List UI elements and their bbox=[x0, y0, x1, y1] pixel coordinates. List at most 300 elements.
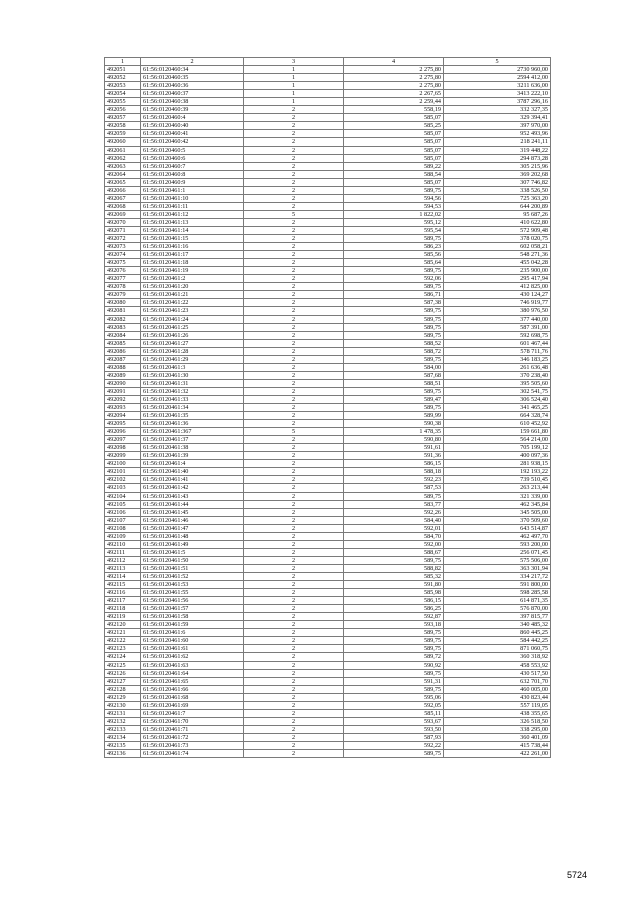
group-cell: 2 bbox=[244, 395, 344, 403]
row-number-cell: 492133 bbox=[105, 725, 141, 733]
row-number-cell: 492072 bbox=[105, 235, 141, 243]
value-cell: 369 202,68 bbox=[444, 170, 551, 178]
area-cell: 589,75 bbox=[344, 556, 444, 564]
table-row bbox=[105, 605, 551, 613]
cadastral-number-cell: 61:56:0120461:64 bbox=[141, 669, 244, 677]
area-cell: 585,07 bbox=[344, 154, 444, 162]
table-row bbox=[105, 235, 551, 243]
area-cell: 593,67 bbox=[344, 717, 444, 725]
table-row bbox=[105, 66, 551, 74]
group-cell: 2 bbox=[244, 629, 344, 637]
table-row bbox=[105, 218, 551, 226]
cadastral-number-cell: 61:56:0120461:30 bbox=[141, 371, 244, 379]
table-row bbox=[105, 106, 551, 114]
row-number-cell: 492106 bbox=[105, 508, 141, 516]
row-number-cell: 492056 bbox=[105, 106, 141, 114]
cadastral-number-cell: 61:56:0120461:4 bbox=[141, 460, 244, 468]
cadastral-number-cell: 61:56:0120461:16 bbox=[141, 243, 244, 251]
cadastral-number-cell: 61:56:0120460:40 bbox=[141, 122, 244, 130]
area-cell: 586,15 bbox=[344, 460, 444, 468]
value-cell: 360 401,09 bbox=[444, 733, 551, 741]
area-cell: 590,92 bbox=[344, 661, 444, 669]
table-row bbox=[105, 412, 551, 420]
area-cell: 585,98 bbox=[344, 589, 444, 597]
group-cell: 2 bbox=[244, 653, 344, 661]
value-cell: 377 440,00 bbox=[444, 315, 551, 323]
table-row bbox=[105, 733, 551, 741]
group-cell: 2 bbox=[244, 508, 344, 516]
value-cell: 438 355,65 bbox=[444, 709, 551, 717]
group-cell: 1 bbox=[244, 74, 344, 82]
table-row bbox=[105, 210, 551, 218]
area-cell: 584,70 bbox=[344, 532, 444, 540]
table-row bbox=[105, 331, 551, 339]
group-cell: 2 bbox=[244, 669, 344, 677]
row-number-cell: 492071 bbox=[105, 226, 141, 234]
value-cell: 305 215,96 bbox=[444, 162, 551, 170]
table-row bbox=[105, 709, 551, 717]
group-cell: 2 bbox=[244, 750, 344, 758]
row-number-cell: 492125 bbox=[105, 661, 141, 669]
group-cell: 2 bbox=[244, 540, 344, 548]
table-row bbox=[105, 379, 551, 387]
row-number-cell: 492060 bbox=[105, 138, 141, 146]
area-cell: 2 275,80 bbox=[344, 66, 444, 74]
cadastral-number-cell: 61:56:0120461:29 bbox=[141, 355, 244, 363]
value-cell: 281 938,15 bbox=[444, 460, 551, 468]
table-row bbox=[105, 162, 551, 170]
table-row bbox=[105, 476, 551, 484]
table-row bbox=[105, 589, 551, 597]
area-cell: 589,75 bbox=[344, 387, 444, 395]
value-cell: 319 448,22 bbox=[444, 146, 551, 154]
area-cell: 585,11 bbox=[344, 709, 444, 717]
value-cell: 397 815,77 bbox=[444, 613, 551, 621]
group-cell: 2 bbox=[244, 685, 344, 693]
area-cell: 589,75 bbox=[344, 355, 444, 363]
row-number-cell: 492096 bbox=[105, 428, 141, 436]
area-cell: 592,05 bbox=[344, 701, 444, 709]
group-cell: 2 bbox=[244, 476, 344, 484]
cadastral-number-cell: 61:56:0120461:32 bbox=[141, 387, 244, 395]
table-row bbox=[105, 122, 551, 130]
value-cell: 338 526,50 bbox=[444, 186, 551, 194]
cadastral-number-cell: 61:56:0120460:34 bbox=[141, 66, 244, 74]
page-number: 5724 bbox=[567, 870, 588, 880]
value-cell: 746 919,77 bbox=[444, 299, 551, 307]
value-cell: 263 213,44 bbox=[444, 484, 551, 492]
row-number-cell: 492077 bbox=[105, 275, 141, 283]
cadastral-number-cell: 61:56:0120461:40 bbox=[141, 468, 244, 476]
group-cell: 2 bbox=[244, 589, 344, 597]
cadastral-number-cell: 61:56:0120461:55 bbox=[141, 589, 244, 597]
row-number-cell: 492052 bbox=[105, 74, 141, 82]
row-number-cell: 492094 bbox=[105, 412, 141, 420]
table-row bbox=[105, 468, 551, 476]
cadastral-number-cell: 61:56:0120461:59 bbox=[141, 621, 244, 629]
cadastral-value-table bbox=[104, 57, 551, 758]
value-cell: 235 900,00 bbox=[444, 267, 551, 275]
area-cell: 595,54 bbox=[344, 226, 444, 234]
cadastral-number-cell: 61:56:0120460:42 bbox=[141, 138, 244, 146]
group-cell: 2 bbox=[244, 251, 344, 259]
cadastral-number-cell: 61:56:0120461:12 bbox=[141, 210, 244, 218]
area-cell: 588,72 bbox=[344, 347, 444, 355]
cadastral-number-cell: 61:56:0120461:65 bbox=[141, 677, 244, 685]
row-number-cell: 492128 bbox=[105, 685, 141, 693]
value-cell: 3211 636,00 bbox=[444, 82, 551, 90]
group-cell: 1 bbox=[244, 82, 344, 90]
area-cell: 589,75 bbox=[344, 315, 444, 323]
group-cell: 2 bbox=[244, 243, 344, 251]
table-row bbox=[105, 130, 551, 138]
area-cell: 589,75 bbox=[344, 404, 444, 412]
header-cell-1: 1 bbox=[105, 58, 141, 66]
group-cell: 2 bbox=[244, 532, 344, 540]
value-cell: 601 467,44 bbox=[444, 339, 551, 347]
value-cell: 341 465,25 bbox=[444, 404, 551, 412]
table-row bbox=[105, 548, 551, 556]
value-cell: 95 687,26 bbox=[444, 210, 551, 218]
group-cell: 2 bbox=[244, 226, 344, 234]
table-row bbox=[105, 202, 551, 210]
area-cell: 588,67 bbox=[344, 548, 444, 556]
group-cell: 2 bbox=[244, 355, 344, 363]
group-cell: 2 bbox=[244, 283, 344, 291]
row-number-cell: 492055 bbox=[105, 98, 141, 106]
group-cell: 2 bbox=[244, 733, 344, 741]
area-cell: 595,12 bbox=[344, 218, 444, 226]
area-cell: 592,06 bbox=[344, 275, 444, 283]
value-cell: 458 553,92 bbox=[444, 661, 551, 669]
group-cell: 5 bbox=[244, 428, 344, 436]
area-cell: 589,75 bbox=[344, 307, 444, 315]
value-cell: 725 363,20 bbox=[444, 194, 551, 202]
group-cell: 2 bbox=[244, 420, 344, 428]
value-cell: 363 301,94 bbox=[444, 564, 551, 572]
cadastral-number-cell: 61:56:0120460:8 bbox=[141, 170, 244, 178]
cadastral-number-cell: 61:56:0120461:43 bbox=[141, 492, 244, 500]
cadastral-number-cell: 61:56:0120460:7 bbox=[141, 162, 244, 170]
cadastral-number-cell: 61:56:0120461:51 bbox=[141, 564, 244, 572]
cadastral-number-cell: 61:56:0120461:70 bbox=[141, 717, 244, 725]
row-number-cell: 492059 bbox=[105, 130, 141, 138]
row-number-cell: 492110 bbox=[105, 540, 141, 548]
value-cell: 410 622,80 bbox=[444, 218, 551, 226]
area-cell: 589,75 bbox=[344, 235, 444, 243]
area-cell: 589,75 bbox=[344, 267, 444, 275]
value-cell: 338 295,00 bbox=[444, 725, 551, 733]
row-number-cell: 492086 bbox=[105, 347, 141, 355]
cadastral-number-cell: 61:56:0120461:17 bbox=[141, 251, 244, 259]
area-cell: 589,99 bbox=[344, 412, 444, 420]
area-cell: 592,00 bbox=[344, 540, 444, 548]
row-number-cell: 492073 bbox=[105, 243, 141, 251]
row-number-cell: 492062 bbox=[105, 154, 141, 162]
group-cell: 2 bbox=[244, 452, 344, 460]
cadastral-number-cell: 61:56:0120461:24 bbox=[141, 315, 244, 323]
table-row bbox=[105, 347, 551, 355]
table-row bbox=[105, 420, 551, 428]
area-cell: 587,53 bbox=[344, 484, 444, 492]
cadastral-number-cell: 61:56:0120461:7 bbox=[141, 709, 244, 717]
cadastral-number-cell: 61:56:0120460:41 bbox=[141, 130, 244, 138]
value-cell: 294 873,28 bbox=[444, 154, 551, 162]
table-row bbox=[105, 371, 551, 379]
table-row bbox=[105, 741, 551, 749]
cadastral-number-cell: 61:56:0120460:9 bbox=[141, 178, 244, 186]
area-cell: 2 275,80 bbox=[344, 82, 444, 90]
table-row bbox=[105, 621, 551, 629]
group-cell: 2 bbox=[244, 524, 344, 532]
row-number-cell: 492122 bbox=[105, 637, 141, 645]
table-row bbox=[105, 98, 551, 106]
table-row bbox=[105, 315, 551, 323]
area-cell: 592,22 bbox=[344, 741, 444, 749]
table-row bbox=[105, 508, 551, 516]
row-number-cell: 492115 bbox=[105, 581, 141, 589]
group-cell: 2 bbox=[244, 693, 344, 701]
cadastral-number-cell: 61:56:0120461:44 bbox=[141, 500, 244, 508]
cadastral-number-cell: 61:56:0120461:46 bbox=[141, 516, 244, 524]
area-cell: 2 275,80 bbox=[344, 74, 444, 82]
table-row bbox=[105, 540, 551, 548]
value-cell: 871 060,75 bbox=[444, 645, 551, 653]
cadastral-number-cell: 61:56:0120461:42 bbox=[141, 484, 244, 492]
table-row bbox=[105, 629, 551, 637]
group-cell: 2 bbox=[244, 363, 344, 371]
row-number-cell: 492069 bbox=[105, 210, 141, 218]
row-number-cell: 492119 bbox=[105, 613, 141, 621]
row-number-cell: 492103 bbox=[105, 484, 141, 492]
group-cell: 2 bbox=[244, 661, 344, 669]
value-cell: 598 285,58 bbox=[444, 589, 551, 597]
area-cell: 594,53 bbox=[344, 202, 444, 210]
group-cell: 2 bbox=[244, 339, 344, 347]
group-cell: 2 bbox=[244, 436, 344, 444]
area-cell: 587,68 bbox=[344, 371, 444, 379]
cadastral-number-cell: 61:56:0120461:49 bbox=[141, 540, 244, 548]
value-cell: 460 005,00 bbox=[444, 685, 551, 693]
value-cell: 370 238,40 bbox=[444, 371, 551, 379]
value-cell: 462 345,84 bbox=[444, 500, 551, 508]
row-number-cell: 492129 bbox=[105, 693, 141, 701]
area-cell: 558,19 bbox=[344, 106, 444, 114]
area-cell: 593,18 bbox=[344, 621, 444, 629]
row-number-cell: 492085 bbox=[105, 339, 141, 347]
group-cell: 2 bbox=[244, 741, 344, 749]
table-row bbox=[105, 194, 551, 202]
row-number-cell: 492067 bbox=[105, 194, 141, 202]
group-cell: 2 bbox=[244, 291, 344, 299]
row-number-cell: 492065 bbox=[105, 178, 141, 186]
row-number-cell: 492121 bbox=[105, 629, 141, 637]
table-row bbox=[105, 653, 551, 661]
value-cell: 218 241,11 bbox=[444, 138, 551, 146]
table-row bbox=[105, 524, 551, 532]
row-number-cell: 492107 bbox=[105, 516, 141, 524]
group-cell: 2 bbox=[244, 387, 344, 395]
group-cell: 2 bbox=[244, 162, 344, 170]
group-cell: 2 bbox=[244, 202, 344, 210]
cadastral-number-cell: 61:56:0120461:36 bbox=[141, 420, 244, 428]
group-cell: 2 bbox=[244, 130, 344, 138]
cadastral-number-cell: 61:56:0120461:33 bbox=[141, 395, 244, 403]
row-number-cell: 492105 bbox=[105, 500, 141, 508]
row-number-cell: 492093 bbox=[105, 404, 141, 412]
header-cell-3: 3 bbox=[244, 58, 344, 66]
value-cell: 302 541,75 bbox=[444, 387, 551, 395]
table-row bbox=[105, 725, 551, 733]
row-number-cell: 492079 bbox=[105, 291, 141, 299]
value-cell: 2730 960,00 bbox=[444, 66, 551, 74]
row-number-cell: 492112 bbox=[105, 556, 141, 564]
value-cell: 378 020,75 bbox=[444, 235, 551, 243]
area-cell: 587,38 bbox=[344, 299, 444, 307]
table-row bbox=[105, 186, 551, 194]
group-cell: 2 bbox=[244, 573, 344, 581]
cadastral-number-cell: 61:56:0120461:15 bbox=[141, 235, 244, 243]
value-cell: 548 271,36 bbox=[444, 251, 551, 259]
area-cell: 589,47 bbox=[344, 395, 444, 403]
row-number-cell: 492075 bbox=[105, 259, 141, 267]
value-cell: 592 698,75 bbox=[444, 331, 551, 339]
area-cell: 586,15 bbox=[344, 597, 444, 605]
row-number-cell: 492051 bbox=[105, 66, 141, 74]
row-number-cell: 492061 bbox=[105, 146, 141, 154]
area-cell: 591,36 bbox=[344, 452, 444, 460]
value-cell: 610 452,92 bbox=[444, 420, 551, 428]
cadastral-number-cell: 61:56:0120461:21 bbox=[141, 291, 244, 299]
table-row bbox=[105, 564, 551, 572]
table-row bbox=[105, 532, 551, 540]
area-cell: 593,50 bbox=[344, 725, 444, 733]
value-cell: 329 394,41 bbox=[444, 114, 551, 122]
table-row bbox=[105, 90, 551, 98]
header-cell-2: 2 bbox=[141, 58, 244, 66]
table-row bbox=[105, 661, 551, 669]
group-cell: 2 bbox=[244, 323, 344, 331]
row-number-cell: 492130 bbox=[105, 701, 141, 709]
row-number-cell: 492111 bbox=[105, 548, 141, 556]
table-row bbox=[105, 404, 551, 412]
table-row bbox=[105, 516, 551, 524]
cadastral-number-cell: 61:56:0120461:26 bbox=[141, 331, 244, 339]
value-cell: 644 200,89 bbox=[444, 202, 551, 210]
area-cell: 592,26 bbox=[344, 508, 444, 516]
value-cell: 664 328,74 bbox=[444, 412, 551, 420]
row-number-cell: 492097 bbox=[105, 436, 141, 444]
cadastral-number-cell: 61:56:0120461:48 bbox=[141, 532, 244, 540]
table-row bbox=[105, 387, 551, 395]
cadastral-number-cell: 61:56:0120461:69 bbox=[141, 701, 244, 709]
group-cell: 2 bbox=[244, 605, 344, 613]
value-cell: 340 485,32 bbox=[444, 621, 551, 629]
area-cell: 589,75 bbox=[344, 669, 444, 677]
value-cell: 564 214,00 bbox=[444, 436, 551, 444]
group-cell: 2 bbox=[244, 186, 344, 194]
area-cell: 585,56 bbox=[344, 251, 444, 259]
table-row bbox=[105, 395, 551, 403]
value-cell: 430 823,44 bbox=[444, 693, 551, 701]
table-row bbox=[105, 500, 551, 508]
row-number-cell: 492087 bbox=[105, 355, 141, 363]
value-cell: 346 183,25 bbox=[444, 355, 551, 363]
row-number-cell: 492098 bbox=[105, 444, 141, 452]
cadastral-number-cell: 61:56:0120461:71 bbox=[141, 725, 244, 733]
table-row bbox=[105, 581, 551, 589]
table-row bbox=[105, 556, 551, 564]
value-cell: 462 497,70 bbox=[444, 532, 551, 540]
cadastral-number-cell: 61:56:0120461:5 bbox=[141, 548, 244, 556]
table-row bbox=[105, 339, 551, 347]
row-number-cell: 492063 bbox=[105, 162, 141, 170]
row-number-cell: 492068 bbox=[105, 202, 141, 210]
row-number-cell: 492120 bbox=[105, 621, 141, 629]
value-cell: 295 417,94 bbox=[444, 275, 551, 283]
table-row bbox=[105, 717, 551, 725]
table-row bbox=[105, 154, 551, 162]
header-cell-4: 4 bbox=[344, 58, 444, 66]
row-number-cell: 492082 bbox=[105, 315, 141, 323]
row-number-cell: 492118 bbox=[105, 605, 141, 613]
table-row bbox=[105, 74, 551, 82]
table-row bbox=[105, 701, 551, 709]
row-number-cell: 492057 bbox=[105, 114, 141, 122]
group-cell: 2 bbox=[244, 468, 344, 476]
value-cell: 380 976,50 bbox=[444, 307, 551, 315]
cadastral-number-cell: 61:56:0120460:36 bbox=[141, 82, 244, 90]
value-cell: 602 058,21 bbox=[444, 243, 551, 251]
row-number-cell: 492131 bbox=[105, 709, 141, 717]
row-number-cell: 492080 bbox=[105, 299, 141, 307]
table-row bbox=[105, 669, 551, 677]
value-cell: 415 738,44 bbox=[444, 741, 551, 749]
table-row bbox=[105, 114, 551, 122]
area-cell: 589,75 bbox=[344, 645, 444, 653]
area-cell: 2 259,44 bbox=[344, 98, 444, 106]
value-cell: 952 493,96 bbox=[444, 130, 551, 138]
value-cell: 593 200,00 bbox=[444, 540, 551, 548]
area-cell: 588,18 bbox=[344, 468, 444, 476]
group-cell: 2 bbox=[244, 178, 344, 186]
area-cell: 589,75 bbox=[344, 331, 444, 339]
group-cell: 2 bbox=[244, 717, 344, 725]
row-number-cell: 492116 bbox=[105, 589, 141, 597]
group-cell: 2 bbox=[244, 122, 344, 130]
cadastral-number-cell: 61:56:0120460:4 bbox=[141, 114, 244, 122]
value-cell: 412 825,00 bbox=[444, 283, 551, 291]
value-cell: 397 970,00 bbox=[444, 122, 551, 130]
group-cell: 2 bbox=[244, 597, 344, 605]
cadastral-number-cell: 61:56:0120461:35 bbox=[141, 412, 244, 420]
table-row bbox=[105, 259, 551, 267]
group-cell: 2 bbox=[244, 548, 344, 556]
area-cell: 585,25 bbox=[344, 122, 444, 130]
table-row bbox=[105, 685, 551, 693]
cadastral-number-cell: 61:56:0120461:3 bbox=[141, 363, 244, 371]
value-cell: 159 661,80 bbox=[444, 428, 551, 436]
group-cell: 2 bbox=[244, 194, 344, 202]
row-number-cell: 492104 bbox=[105, 492, 141, 500]
area-cell: 585,07 bbox=[344, 146, 444, 154]
cadastral-number-cell: 61:56:0120461:1 bbox=[141, 186, 244, 194]
group-cell: 2 bbox=[244, 677, 344, 685]
cadastral-number-cell: 61:56:0120461:6 bbox=[141, 629, 244, 637]
table-row bbox=[105, 355, 551, 363]
row-number-cell: 492134 bbox=[105, 733, 141, 741]
cadastral-number-cell: 61:56:0120461:66 bbox=[141, 685, 244, 693]
